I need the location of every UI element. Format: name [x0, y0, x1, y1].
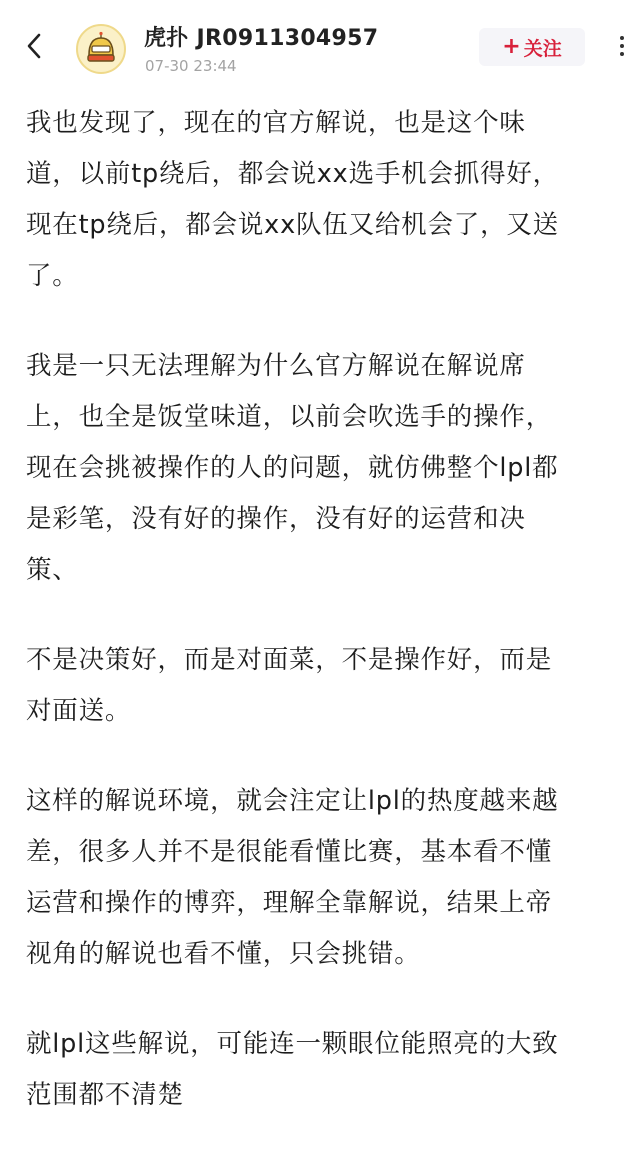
username[interactable]: 虎扑 JR0911304957 — [144, 26, 379, 51]
plus-icon: + — [502, 34, 521, 59]
post-paragraph — [26, 1019, 634, 1121]
paragraph-line: 现在会挑被操作的人的问题，就仿佛整个lpl都 — [26, 453, 559, 483]
paragraph-line: 现在tp绕后，都会说xx队伍又给机会了，又送 — [26, 210, 559, 240]
paragraph-line: 不是决策好，而是对面菜，不是操作好，而是 — [26, 645, 553, 675]
post-timestamp: 07-30 23:44 — [145, 57, 237, 75]
paragraph-line: 差，很多人并不是很能看懂比赛，基本看不懂 — [26, 837, 553, 867]
helmet-avatar-icon — [81, 29, 121, 69]
paragraph-line: 这样的解说环境，就会注定让lpl的热度越来越 — [26, 786, 559, 816]
avatar[interactable] — [76, 24, 126, 74]
post-header — [0, 0, 640, 92]
more-vertical-icon — [620, 52, 624, 56]
post-paragraph — [26, 341, 634, 596]
paragraph-line: 视角的解说也看不懂，只会挑错。 — [26, 939, 421, 969]
paragraph-line: 就lpl这些解说，可能连一颗眼位能照亮的大致 — [26, 1029, 559, 1059]
paragraph-line: 范围都不清楚 — [26, 1080, 184, 1110]
paragraph-line: 上，也全是饭堂味道，以前会吹选手的操作， — [26, 402, 553, 432]
paragraph-line: 了。 — [26, 261, 79, 291]
paragraph-line: 道，以前tp绕后，都会说xx选手机会抓得好， — [26, 159, 559, 189]
back-button[interactable] — [18, 30, 50, 62]
post-content — [26, 98, 634, 1160]
post-paragraph — [26, 776, 634, 980]
paragraph-line: 是彩笔，没有好的操作，没有好的运营和决 — [26, 504, 526, 534]
paragraph-line: 策、 — [26, 555, 79, 585]
chevron-left-icon — [24, 32, 44, 60]
more-options-button[interactable] — [610, 26, 634, 66]
paragraph-line: 运营和操作的博弈，理解全靠解说，结果上帝 — [26, 888, 553, 918]
paragraph-line: 对面送。 — [26, 696, 132, 726]
paragraph-line: 我是一只无法理解为什么官方解说在解说席 — [26, 351, 526, 381]
post-paragraph — [26, 635, 634, 737]
more-vertical-icon — [620, 44, 624, 48]
paragraph-line: 我也发现了，现在的官方解说，也是这个味 — [26, 108, 526, 138]
post-paragraph — [26, 98, 634, 302]
more-vertical-icon — [620, 36, 624, 40]
follow-button[interactable] — [479, 28, 585, 66]
follow-label: 关注 — [523, 37, 562, 60]
